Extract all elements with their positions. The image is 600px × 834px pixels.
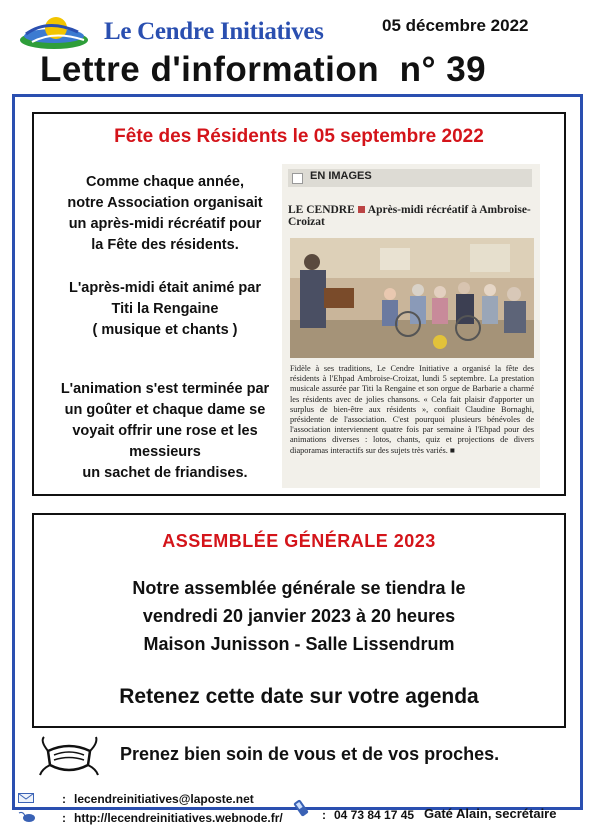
clipping-location: LE CENDRE: [288, 204, 355, 216]
separator: :: [322, 808, 326, 822]
computer-mouse-icon: [18, 811, 36, 823]
event-text-line: un après-midi récréatif pour: [68, 216, 262, 232]
event-text-line: L'animation s'est terminée par: [60, 381, 270, 397]
event-text-line: ( musique et chants ): [92, 322, 238, 338]
assembly-title: ASSEMBLÉE GÉNÉRALE 2023: [162, 531, 436, 551]
event-text-line: L'après-midi était animé par: [68, 280, 261, 296]
contact-phone[interactable]: [322, 808, 414, 822]
website-link[interactable]: http://lecendreinitiatives.webnode.fr/: [74, 811, 283, 825]
email-icon: [18, 793, 34, 803]
separator: :: [62, 792, 66, 806]
separator: :: [62, 811, 66, 825]
clipping-section: EN IMAGES: [310, 170, 372, 182]
contact-website[interactable]: [62, 811, 283, 825]
clipping-headline-block: [288, 204, 534, 228]
organization-name: Le Cendre Initiatives: [104, 18, 324, 45]
assembly-line: Notre assemblée générale se tiendra le: [132, 578, 466, 598]
square-marker-icon: [358, 206, 365, 213]
event-text-line: voyait offrir une rose et les: [72, 423, 258, 439]
phone-number[interactable]: 04 73 84 17 45: [334, 808, 415, 822]
event-section: [32, 112, 566, 496]
contact-email[interactable]: [62, 792, 254, 806]
event-text-line: un goûter et chaque dame se: [64, 402, 266, 418]
assembly-section: [32, 513, 566, 728]
page-title: Lettre d'information n° 39: [40, 50, 487, 89]
event-photo: [290, 238, 534, 358]
event-text-line: notre Association organisait: [67, 195, 263, 211]
event-text-line: la Fête des résidents.: [91, 237, 239, 253]
event-text-line: Titi la Rengaine: [111, 301, 219, 317]
logo-sun-icon: [18, 12, 90, 52]
email-address[interactable]: lecendreinitiatives@laposte.net: [74, 792, 254, 806]
assembly-reminder: Retenez cette date sur votre agenda: [119, 685, 479, 708]
care-message: Prenez bien soin de vous et de vos proches.: [120, 744, 500, 764]
assembly-date: vendredi 20 janvier 2023 à 20 heures: [142, 606, 456, 626]
assembly-venue: Maison Junisson - Salle Lissendrum: [143, 634, 455, 654]
clipping-headline: Après-midi récréatif à Ambroise-Croizat: [288, 204, 531, 228]
event-description: [40, 172, 290, 484]
phone-icon: [290, 798, 314, 820]
press-clipping: [282, 164, 540, 488]
clipping-header: [288, 169, 532, 187]
event-title: Fête des Résidents le 05 septembre 2022: [114, 126, 484, 147]
event-text-line: messieurs: [129, 444, 201, 460]
clipping-article-text: Fidèle à ses traditions, Le Cendre Initiative a organisé la fête des résidents à l'Ehpad Ambroise-Croizat, lundi 5 septembre. La prestation musicale assurée par Titi la Rengaine et son orgue de Barbarie a charmé les résidents avec de jolies chansons. « Cela fait plaisir d'apporter un surplus de bien-être aux résidents », confiait Claudine Bornaghi, présidente de l'association. C'est pourquoi plusieurs bénévoles de l'association interviennent quatre fois par semaine à l'Ehpad pour des animations diverses : lotos, chants, quiz et projections de divers diaporamas interactifs sur des sujets très variés. ■: [290, 364, 534, 455]
event-text-line: Comme chaque année,: [86, 174, 244, 190]
square-icon: [292, 173, 303, 184]
newsletter-date: 05 décembre 2022: [382, 16, 529, 35]
event-text-line: un sachet de friandises.: [82, 465, 248, 481]
face-mask-icon: [38, 733, 100, 777]
secretary-signature: Gaté Alain, secrétaire: [424, 806, 557, 821]
